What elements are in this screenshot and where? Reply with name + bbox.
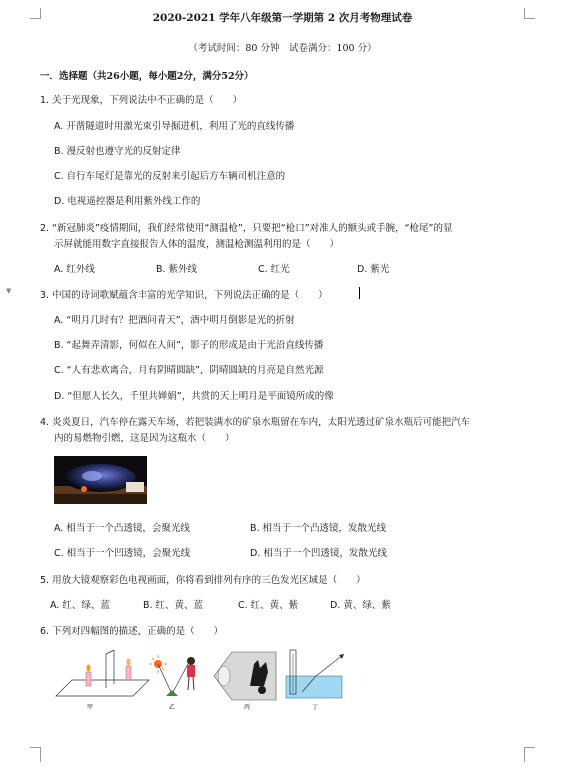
question-4-option-a: A. 相当于一个凸透镜，会聚光线 xyxy=(54,523,190,534)
question-2-option-a: A. 红外线 xyxy=(54,264,95,275)
water-bottle-photo xyxy=(54,456,147,504)
question-5-stem: 5. 用放大镜观察彩色电视画面，你将看到排列有序的三色发光区域是（ ） xyxy=(40,575,366,586)
question-4-stem: 4. 炎炎夏日，汽车停在露天车场，若把装满水的矿泉水瓶留在车内，太阳光透过矿泉水瓶后可能把汽车 xyxy=(40,417,471,428)
question-5-option-a: A. 红、绿、蓝 xyxy=(50,600,110,611)
question-1-option-a: A. 开凿隧道时用激光束引导掘进机，利用了光的直线传播 xyxy=(54,121,295,132)
question-2-stem: 2. “新冠肺炎”疫情期间，我们经常使用“测温枪”，只要把“枪口”对准人的额头或手腕，“枪尾”的显 xyxy=(40,223,453,234)
figure-label-ding: 丁 xyxy=(312,704,319,711)
figure-label-jia: 甲 xyxy=(87,704,94,711)
question-2-option-c: C. 红光 xyxy=(258,264,290,275)
question-2-option-b: B. 紫外线 xyxy=(156,264,198,275)
page-title: 2020-2021 学年八年级第一学期第 2 次月考物理试卷 xyxy=(152,12,413,24)
question-5-option-c: C. 红、黄、紫 xyxy=(238,600,299,611)
question-1-option-c: C. 自行车尾灯是靠光的反射来引起后方车辆司机注意的 xyxy=(54,171,286,182)
question-5-option-b: B. 红、黄、蓝 xyxy=(143,600,204,611)
question-4-option-d: D. 相当于一个凹透镜，发散光线 xyxy=(250,548,387,559)
question-3-option-b: B. “起舞弄清影，何似在人间”，影子的形成是由于光沿直线传播 xyxy=(54,340,324,351)
question-2-option-d: D. 紫光 xyxy=(357,264,390,275)
figure-bing-shadow-puppet xyxy=(214,652,276,700)
question-3-option-a: A. “明月几时有？把酒问青天”，酒中明月倒影是光的折射 xyxy=(54,315,295,326)
crop-mark-bottom-right xyxy=(524,747,535,762)
question-3-option-d: D. “但愿人长久，千里共婵娟”，共赏的天上明月是平面镜所成的像 xyxy=(54,391,334,402)
margin-arrow-icon: ▼ xyxy=(6,287,12,295)
question-4-stem-line2: 内的易燃物引燃，这是因为这瓶水（ ） xyxy=(54,433,235,444)
question-2-stem-line2: 示屏就能用数字直接报告人体的温度，测温枪测温利用的是（ ） xyxy=(54,239,340,250)
figure-ding-refraction xyxy=(286,650,344,698)
figure-yi-sun-girl xyxy=(149,655,195,696)
question-6-figures xyxy=(54,646,354,711)
text-cursor xyxy=(359,287,360,299)
question-1-option-b: B. 漫反射也遵守光的反射定律 xyxy=(54,146,181,157)
question-4-option-c: C. 相当于一个凹透镜，会聚光线 xyxy=(54,548,191,559)
question-4-option-b: B. 相当于一个凸透镜，发散光线 xyxy=(250,523,387,534)
question-3-option-c: C. “人有悲欢离合，月有阴晴圆缺”，阴晴圆缺的月亮是自然光源 xyxy=(54,365,324,376)
question-3-stem: 3. 中国的诗词歌赋蕴含丰富的光学知识，下列说法正确的是（ ） xyxy=(40,290,328,301)
section-heading: 一．选择题（共26小题，每小题2分，满分52分） xyxy=(40,71,254,82)
figure-label-yi: 乙 xyxy=(169,704,176,711)
question-6-stem: 6. 下列对四幅图的描述，正确的是（ ） xyxy=(40,626,224,637)
question-1-option-d: D. 电视遥控器是利用紫外线工作的 xyxy=(54,196,201,207)
question-1-stem: 1. 关于光现象，下列说法中不正确的是（ ） xyxy=(40,95,243,106)
crop-mark-bottom-left xyxy=(30,747,41,762)
page-subtitle: （考试时间：80 分钟 试卷满分：100 分） xyxy=(188,43,377,54)
figure-jia-candle-mirror xyxy=(56,650,149,696)
figure-label-bing: 丙 xyxy=(244,704,251,711)
question-5-option-d: D. 黄、绿、紫 xyxy=(330,600,391,611)
